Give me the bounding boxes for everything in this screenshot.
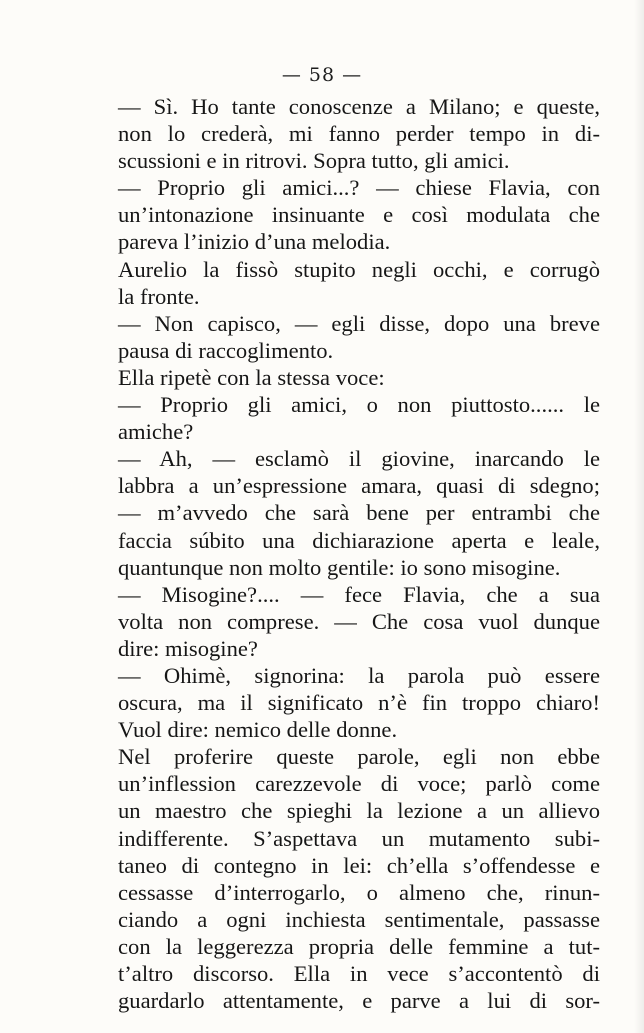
text-line: la fronte. <box>118 283 200 309</box>
text-line: — Sì. Ho tante conoscenze a Milano; e queste, <box>118 94 600 119</box>
text-line: — Proprio gli amici, o non piuttosto...... le <box>118 392 600 418</box>
text-line: ciando a ogni inchiesta sentimentale, passasse <box>118 906 600 932</box>
text-line: Nel proferire queste parole, egli non ebbe <box>118 744 600 770</box>
text-line: un’inflession carezzevole di voce; parlò come <box>118 771 600 797</box>
text-line: faccia súbito una dichiarazione aperta e leale, <box>118 527 600 553</box>
text-line: Aurelio la fissò stupito negli occhi, e corrugò <box>118 256 600 282</box>
text-line: labbra a un’espressione amara, quasi di sdegno; <box>118 473 600 499</box>
text-line: — Ah, — esclamò il giovine, inarcando le <box>118 446 600 472</box>
text-line: — Ohimè, signorina: la parola può essere <box>118 662 600 688</box>
text-line: un maestro che spieghi la lezione a un allievo <box>118 798 600 824</box>
text-line: — Non capisco, — egli disse, dopo una breve <box>118 310 600 336</box>
text-line: scussioni e in ritrovi. Sopra tutto, gli amici. <box>118 148 510 174</box>
text-line: — m’avvedo che sarà bene per entrambi che <box>118 500 600 526</box>
text-line: un’intonazione insinuante e così modulata che <box>118 202 600 228</box>
text-line: cessasse d’interrogarlo, o almeno che, rinun- <box>118 879 600 905</box>
text-line: dire: misogine? <box>118 635 258 661</box>
text-line: non lo crederà, mi fanno perder tempo in di- <box>118 121 600 147</box>
text-line: Vuol dire: nemico delle donne. <box>118 717 398 743</box>
text-line: pausa di raccoglimento. <box>118 337 334 363</box>
page-number: — 58 — <box>281 64 363 86</box>
text-line: indifferente. S’aspettava un mutamento subi- <box>118 825 600 851</box>
text-line: amiche? <box>118 419 194 445</box>
text-line: Ella ripetè con la stessa voce: <box>118 364 385 390</box>
text-line: guardarlo attentamente, e parve a lui di sor- <box>118 988 600 1014</box>
text-line: con la leggerezza propria delle femmine a tut- <box>118 933 600 959</box>
text-line: pareva l’inizio d’una melodia. <box>118 229 391 255</box>
text-line: — Misogine?.... — fece Flavia, che a sua <box>118 581 600 607</box>
text-line: taneo di contegno in lei: ch’ella s’offendesse e <box>118 852 600 878</box>
body-text <box>118 93 600 1014</box>
scan-edge-shadow <box>634 0 644 1033</box>
text-line: — Proprio gli amici...? — chiese Flavia, con <box>118 175 600 201</box>
text-line: t’altro discorso. Ella in vece s’accontentò di <box>118 961 600 986</box>
text-line: oscura, ma il significato n’è fin troppo chiaro! <box>118 690 600 716</box>
text-line: volta non comprese. — Che cosa vuol dunque <box>118 608 600 634</box>
text-line: quantunque non molto gentile: io sono misogine. <box>118 554 561 580</box>
